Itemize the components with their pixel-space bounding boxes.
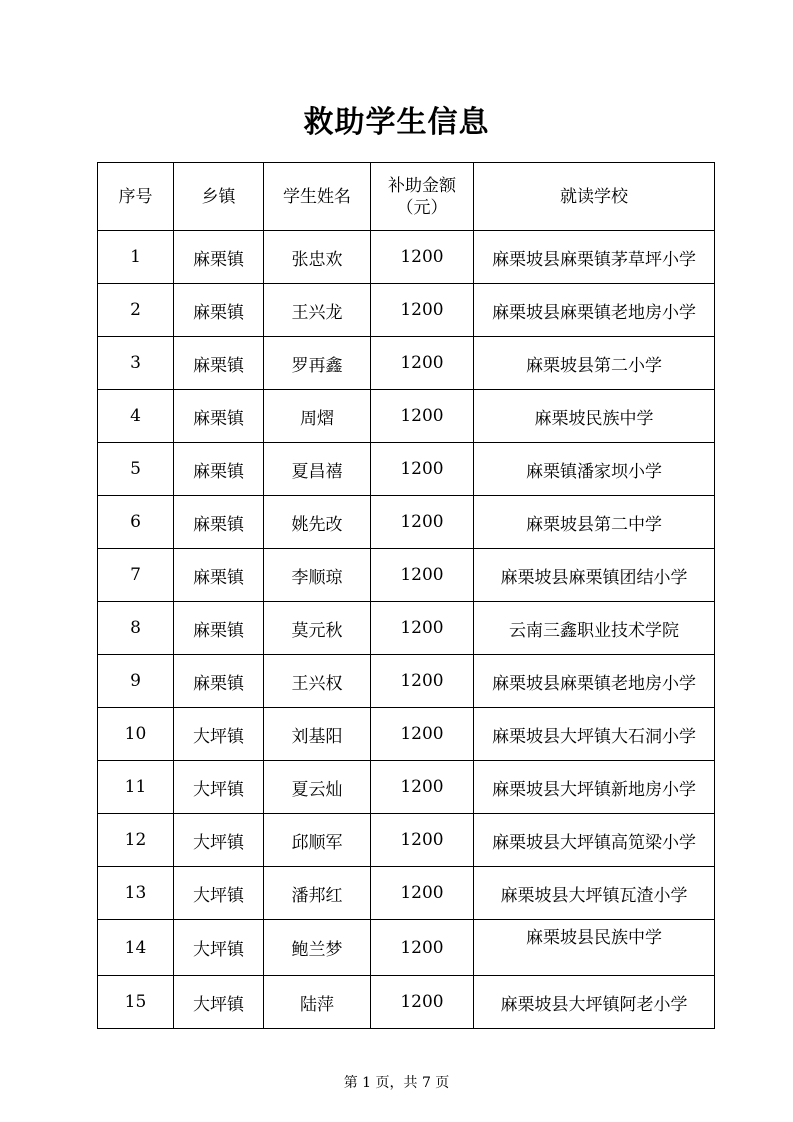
town-cell: 大坪镇 bbox=[174, 708, 264, 761]
school-cell: 麻栗坡县大坪镇大石洞小学 bbox=[474, 708, 715, 761]
school-cell: 麻栗镇潘家坝小学 bbox=[474, 443, 715, 496]
table-row bbox=[98, 708, 715, 761]
table-row bbox=[98, 761, 715, 814]
header-index: 序号 bbox=[98, 163, 174, 231]
town-cell: 麻栗镇 bbox=[174, 655, 264, 708]
school-cell: 麻栗坡县第二中学 bbox=[474, 496, 715, 549]
town-cell: 大坪镇 bbox=[174, 814, 264, 867]
town-cell: 大坪镇 bbox=[174, 761, 264, 814]
table-row bbox=[98, 284, 715, 337]
index-cell: 7 bbox=[98, 549, 174, 602]
school-cell: 麻栗坡县麻栗镇团结小学 bbox=[474, 549, 715, 602]
index-cell: 10 bbox=[98, 708, 174, 761]
school-cell: 麻栗坡县第二小学 bbox=[474, 337, 715, 390]
header-amount bbox=[371, 163, 474, 231]
name-cell: 陆萍 bbox=[264, 976, 371, 1029]
amount-cell: 1200 bbox=[371, 443, 474, 496]
table-row bbox=[98, 549, 715, 602]
index-cell: 14 bbox=[98, 920, 174, 976]
school-cell: 麻栗坡县大坪镇新地房小学 bbox=[474, 761, 715, 814]
name-cell: 邱顺军 bbox=[264, 814, 371, 867]
name-cell: 夏昌禧 bbox=[264, 443, 371, 496]
amount-cell: 1200 bbox=[371, 602, 474, 655]
header-town: 乡镇 bbox=[174, 163, 264, 231]
header-amount-line2: （元） bbox=[396, 197, 448, 218]
town-cell: 麻栗镇 bbox=[174, 231, 264, 284]
index-cell: 12 bbox=[98, 814, 174, 867]
table-row bbox=[98, 602, 715, 655]
name-cell: 潘邦红 bbox=[264, 867, 371, 920]
town-cell: 麻栗镇 bbox=[174, 443, 264, 496]
table-row bbox=[98, 867, 715, 920]
school-cell: 麻栗坡县大坪镇高笕梁小学 bbox=[474, 814, 715, 867]
table-row bbox=[98, 655, 715, 708]
index-cell: 15 bbox=[98, 976, 174, 1029]
name-cell: 李顺琼 bbox=[264, 549, 371, 602]
page-title: 救助学生信息 bbox=[303, 105, 490, 140]
amount-cell: 1200 bbox=[371, 284, 474, 337]
amount-cell: 1200 bbox=[371, 761, 474, 814]
table-row bbox=[98, 231, 715, 284]
amount-cell: 1200 bbox=[371, 496, 474, 549]
index-cell: 11 bbox=[98, 761, 174, 814]
amount-cell: 1200 bbox=[371, 708, 474, 761]
name-cell: 鲍兰梦 bbox=[264, 920, 371, 976]
table-row bbox=[98, 496, 715, 549]
table-row bbox=[98, 443, 715, 496]
name-cell: 夏云灿 bbox=[264, 761, 371, 814]
amount-cell: 1200 bbox=[371, 814, 474, 867]
table-row bbox=[98, 337, 715, 390]
table-row bbox=[98, 920, 715, 976]
school-cell: 麻栗坡县麻栗镇老地房小学 bbox=[474, 284, 715, 337]
school-cell: 麻栗坡县麻栗镇老地房小学 bbox=[474, 655, 715, 708]
header-student-name: 学生姓名 bbox=[264, 163, 371, 231]
table-header-row bbox=[98, 163, 715, 231]
name-cell: 刘基阳 bbox=[264, 708, 371, 761]
amount-cell: 1200 bbox=[371, 390, 474, 443]
table-row bbox=[98, 814, 715, 867]
town-cell: 麻栗镇 bbox=[174, 496, 264, 549]
town-cell: 麻栗镇 bbox=[174, 337, 264, 390]
name-cell: 姚先改 bbox=[264, 496, 371, 549]
school-cell: 麻栗坡县大坪镇瓦渣小学 bbox=[474, 867, 715, 920]
student-info-table bbox=[97, 162, 715, 1029]
index-cell: 9 bbox=[98, 655, 174, 708]
amount-cell: 1200 bbox=[371, 976, 474, 1029]
index-cell: 13 bbox=[98, 867, 174, 920]
school-cell: 麻栗坡县民族中学 bbox=[474, 920, 715, 976]
header-amount-line1: 补助金额 bbox=[388, 175, 456, 196]
index-cell: 1 bbox=[98, 231, 174, 284]
index-cell: 2 bbox=[98, 284, 174, 337]
amount-cell: 1200 bbox=[371, 337, 474, 390]
town-cell: 大坪镇 bbox=[174, 976, 264, 1029]
town-cell: 麻栗镇 bbox=[174, 602, 264, 655]
town-cell: 麻栗镇 bbox=[174, 390, 264, 443]
name-cell: 周熠 bbox=[264, 390, 371, 443]
school-cell: 麻栗坡县大坪镇阿老小学 bbox=[474, 976, 715, 1029]
name-cell: 王兴权 bbox=[264, 655, 371, 708]
index-cell: 6 bbox=[98, 496, 174, 549]
name-cell: 王兴龙 bbox=[264, 284, 371, 337]
index-cell: 8 bbox=[98, 602, 174, 655]
name-cell: 张忠欢 bbox=[264, 231, 371, 284]
table-row bbox=[98, 390, 715, 443]
index-cell: 3 bbox=[98, 337, 174, 390]
index-cell: 4 bbox=[98, 390, 174, 443]
town-cell: 大坪镇 bbox=[174, 867, 264, 920]
amount-cell: 1200 bbox=[371, 231, 474, 284]
school-cell: 麻栗坡县麻栗镇茅草坪小学 bbox=[474, 231, 715, 284]
amount-cell: 1200 bbox=[371, 549, 474, 602]
amount-cell: 1200 bbox=[371, 920, 474, 976]
name-cell: 莫元秋 bbox=[264, 602, 371, 655]
header-school: 就读学校 bbox=[474, 163, 715, 231]
table-row bbox=[98, 976, 715, 1029]
amount-cell: 1200 bbox=[371, 867, 474, 920]
index-cell: 5 bbox=[98, 443, 174, 496]
school-cell: 麻栗坡民族中学 bbox=[474, 390, 715, 443]
town-cell: 大坪镇 bbox=[174, 920, 264, 976]
town-cell: 麻栗镇 bbox=[174, 284, 264, 337]
name-cell: 罗再鑫 bbox=[264, 337, 371, 390]
town-cell: 麻栗镇 bbox=[174, 549, 264, 602]
amount-cell: 1200 bbox=[371, 655, 474, 708]
page-footer: 第 1 页，共 7 页 bbox=[343, 1075, 450, 1091]
school-cell: 云南三鑫职业技术学院 bbox=[474, 602, 715, 655]
